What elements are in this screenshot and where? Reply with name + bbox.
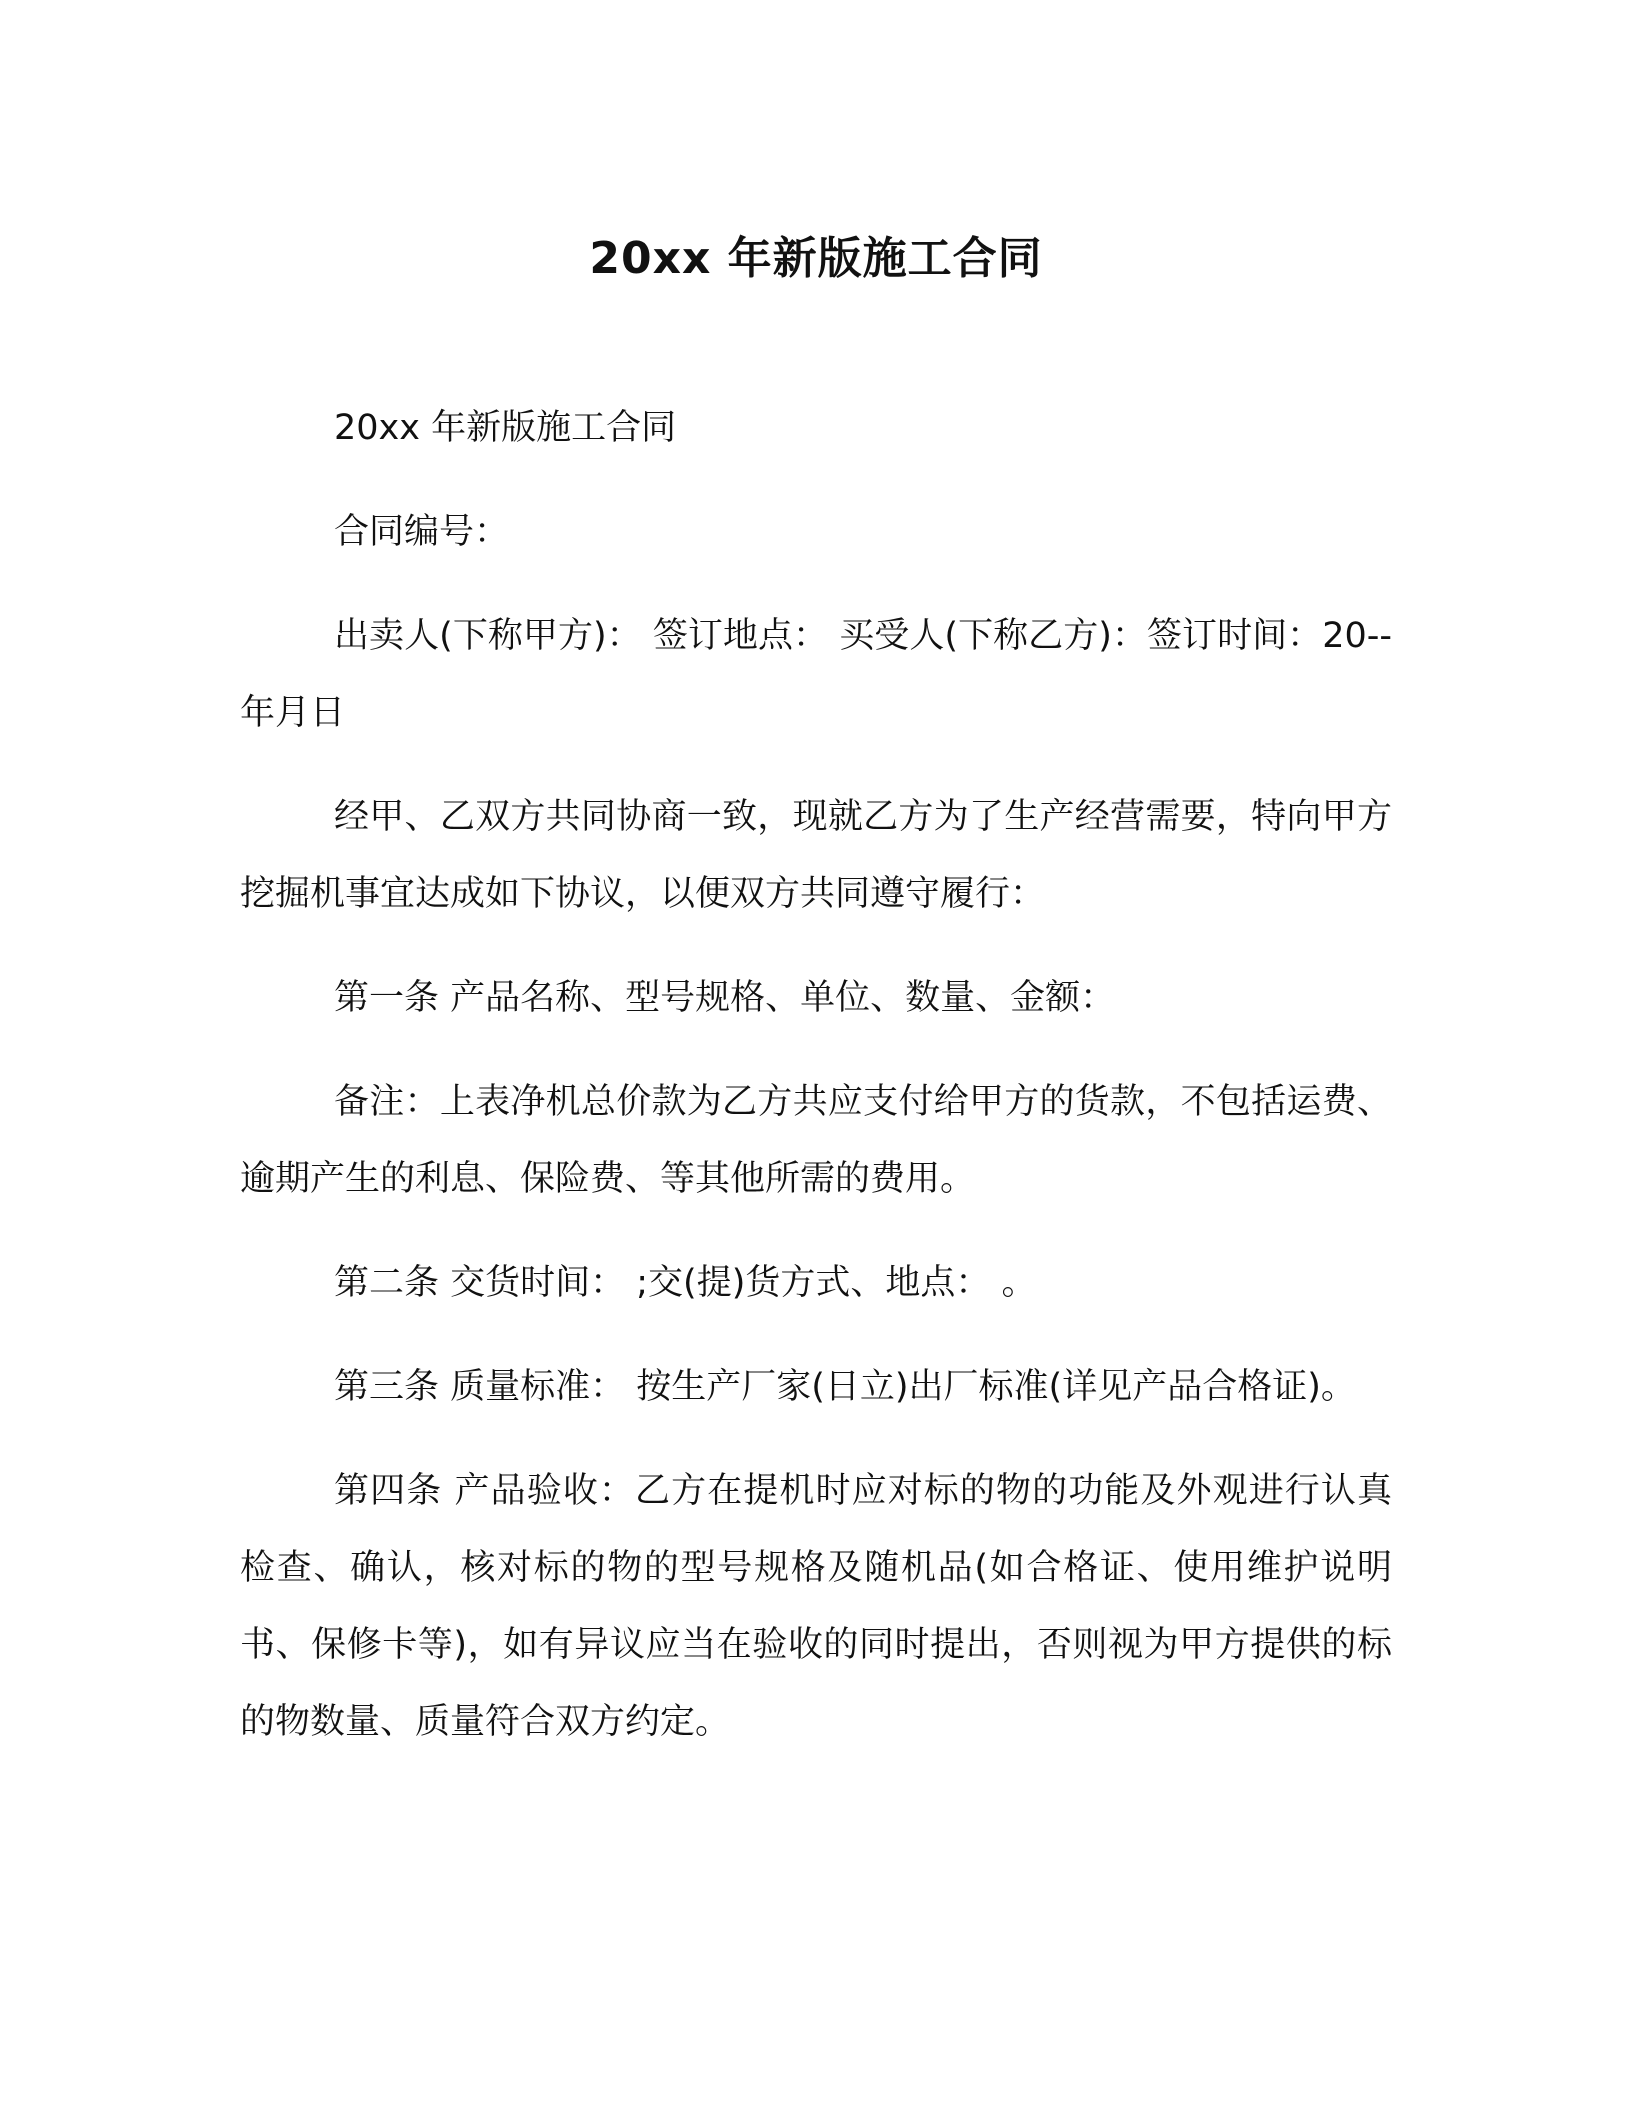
paragraph-article-1: 第一条 产品名称、型号规格、单位、数量、金额： bbox=[334, 978, 1116, 1018]
paragraph-parties: 出卖人(下称甲方)： 签订地点： 买受人(下称乙方)：签订时间：20--年月日 bbox=[240, 616, 1392, 733]
document-title: 20xx 年新版施工合同 bbox=[589, 233, 1043, 284]
paragraph-preamble: 经甲、乙双方共同协商一致，现就乙方为了生产经营需要，特向甲方挖掘机事宜达成如下协议，以便双方共同遵守履行： bbox=[240, 797, 1392, 914]
document-body bbox=[240, 390, 1392, 1788]
paragraph-remark: 备注：上表净机总价款为乙方共应支付给甲方的货款，不包括运费、逾期产生的利息、保险费、等其他所需的费用。 bbox=[240, 1082, 1392, 1199]
paragraph-article-4: 第四条 产品验收：乙方在提机时应对标的物的功能及外观进行认真检查、确认，核对标的物的型号规格及随机品(如合格证、使用维护说明书、保修卡等)，如有异议应当在验收的同时提出，否则视为甲方提供的标的物数量、质量符合双方约定。 bbox=[240, 1471, 1392, 1742]
paragraph-article-2: 第二条 交货时间： ;交(提)货方式、地点： 。 bbox=[334, 1263, 1037, 1303]
paragraph-subtitle: 20xx 年新版施工合同 bbox=[334, 408, 677, 448]
paragraph-contract-number: 合同编号： bbox=[334, 512, 510, 552]
paragraph-article-3: 第三条 质量标准： 按生产厂家(日立)出厂标准(详见产品合格证)。 bbox=[334, 1367, 1356, 1407]
